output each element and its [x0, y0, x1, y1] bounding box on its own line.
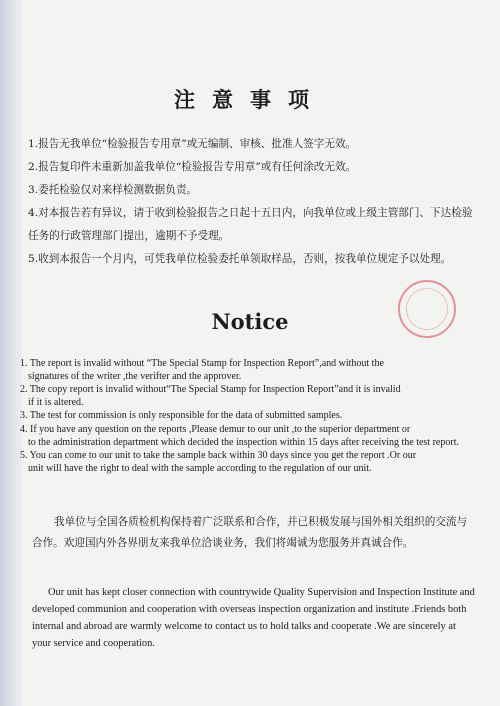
- en-notice-item: [20, 410, 482, 423]
- zh-notice-item: 5.收到本报告一个月内，可凭我单位检验委托单领取样品，否则，按我单位规定予以处理。: [28, 253, 452, 265]
- zh-cooperation-paragraph: 我单位与全国各质检机构保持着广泛联系和合作，并已积极发展与国外相关组织的交流与合作。欢迎国内外各界朋友来我单位洽谈业务，我们将竭诚为您服务并真诚合作。: [32, 516, 468, 549]
- en-notice-item-continuation: unit will have the right to deal with the sample according to the regulation of our unit.: [28, 462, 372, 474]
- en-notice-item-continuation: to the administration department which decided the inspection within 15 days after receiving the test report.: [28, 436, 459, 448]
- zh-notice-title: 注意事项: [174, 87, 326, 112]
- en-notice-item-continuation: signatures of the writer ,the verifter and the approver.: [28, 370, 242, 382]
- en-notice-item: [20, 384, 482, 409]
- zh-notice-list: [28, 133, 478, 271]
- zh-notice-item: 3.委托检验仅对来样检测数据负责。: [28, 184, 198, 196]
- en-cooperation-paragraph: Our unit has kept closer connection with countrywide Quality Supervision and Inspection Institute and developed communion and cooperation with overseas inspection organization and institute .Friends both internal and abroad are warmly welcome to contact us to hold talks and cooperate .We are sincerely at your service and cooperation.: [32, 587, 475, 649]
- en-notice-item-line: 4. If you have any question on the reports ,Please demur to our unit ,to the superior department or: [20, 423, 411, 435]
- en-notice-list: [20, 358, 482, 476]
- en-notice-item: [20, 450, 482, 475]
- en-notice-item-line: 1. The report is invalid without “The Special Stamp for Inspection Report”,and without the: [20, 358, 384, 369]
- en-notice-item-line: 2. The copy report is invalid without“The Special Stamp for Inspection Report”and it is invalid: [20, 384, 401, 396]
- en-notice-title: Notice: [211, 309, 289, 334]
- en-notice-item: [20, 358, 482, 383]
- en-notice-item-continuation: if it is altered.: [28, 396, 84, 408]
- zh-notice-item: 2.报告复印件未重新加盖我单位“检验报告专用章”或有任何涂改无效。: [28, 161, 357, 173]
- zh-notice-item: 4.对本报告若有异议，请于收到检验报告之日起十五日内，向我单位或上级主管部门、下达检验任务的行政管理部门提出，逾期不予受理。: [28, 207, 473, 242]
- zh-notice-item: 1.报告无我单位“检验报告专用章”或无编制、审核、批准人签字无效。: [28, 138, 357, 150]
- en-notice-item-line: 3. The test for commission is only responsible for the data of submitted samples.: [20, 410, 343, 422]
- en-notice-item-line: 5. You can come to our unit to take the sample back within 30 days since you get the report .Or our: [20, 450, 417, 462]
- en-notice-item: [20, 424, 482, 449]
